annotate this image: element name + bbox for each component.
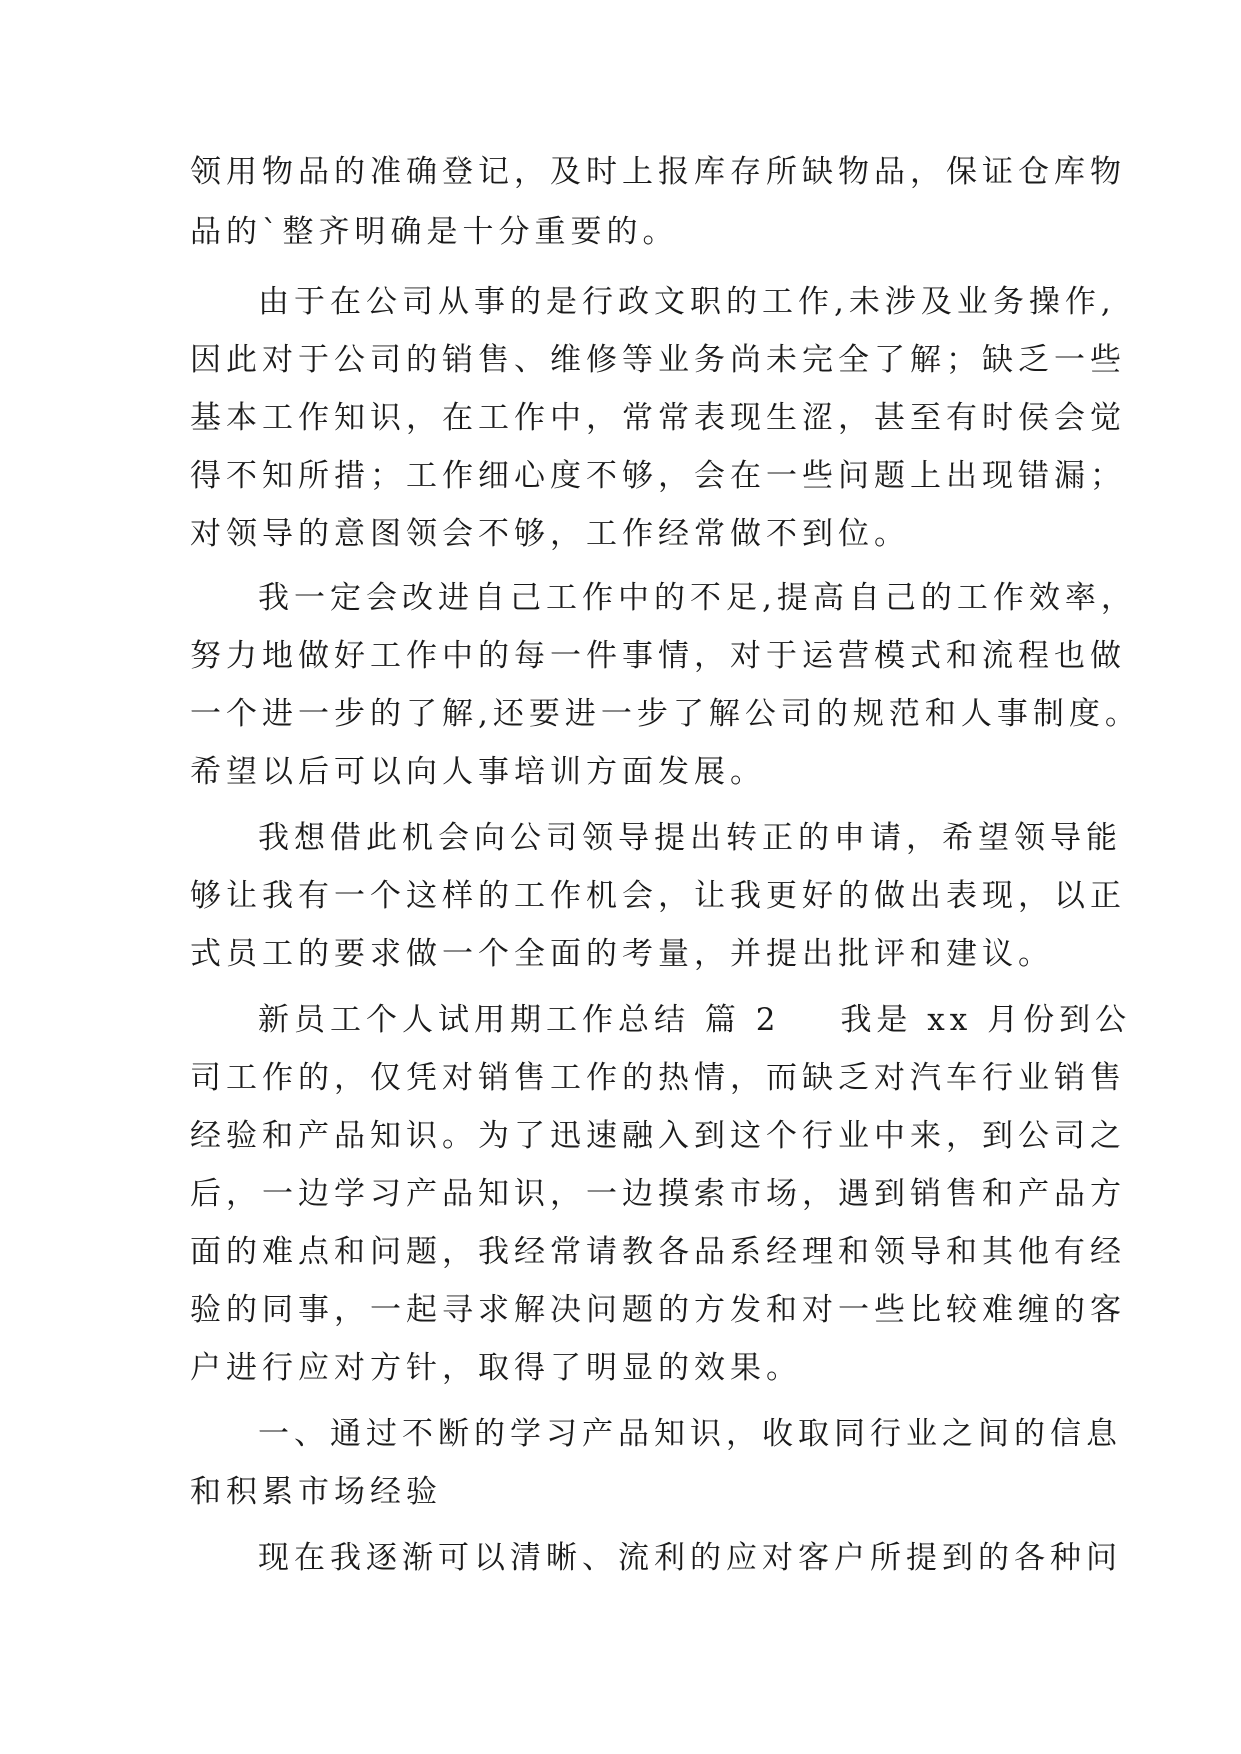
text-segment: 我是 xx 月份到公 [840,1002,1132,1038]
text-line: 希望以后可以向人事培训方面发展。 [190,754,766,790]
text-line: 一、通过不断的学习产品知识，收取同行业之间的信息 [258,1416,1122,1452]
text-line: 后，一边学习产品知识，一边摸索市场，遇到销售和产品方 [190,1176,1126,1212]
text-line: 验的同事，一起寻求解决问题的方发和对一些比较难缠的客 [190,1292,1126,1328]
text-line: 我想借此机会向公司领导提出转正的申请，希望领导能 [258,820,1122,856]
section-title: 新员工个人试用期工作总结 篇 2 [258,1002,781,1038]
text-line: 面的难点和问题，我经常请教各品系经理和领导和其他有经 [190,1234,1126,1270]
text-line: 一个进一步的了解,还要进一步了解公司的规范和人事制度。 [190,696,1141,732]
text-line: 基本工作知识，在工作中，常常表现生涩，甚至有时侯会觉 [190,400,1126,436]
text-line: 因此对于公司的销售、维修等业务尚未完全了解；缺乏一些 [190,342,1126,378]
text-line: 领用物品的准确登记，及时上报库存所缺物品，保证仓库物 [190,154,1126,190]
text-line: 司工作的，仅凭对销售工作的热情，而缺乏对汽车行业销售 [190,1060,1126,1096]
text-line: 我一定会改进自己工作中的不足,提高自己的工作效率， [258,580,1137,616]
section-heading-line [258,1000,1131,1040]
text-line: 努力地做好工作中的每一件事情，对于运营模式和流程也做 [190,638,1126,674]
text-line: 由于在公司从事的是行政文职的工作,未涉及业务操作, [258,284,1116,320]
text-line: 对领导的意图领会不够，工作经常做不到位。 [190,516,910,552]
text-line: 户进行应对方针，取得了明显的效果。 [190,1350,802,1386]
text-line: 品的`整齐明确是十分重要的。 [190,214,679,250]
text-line: 得不知所措；工作细心度不够，会在一些问题上出现错漏； [190,458,1126,494]
text-line: 和积累市场经验 [190,1474,442,1510]
text-line: 现在我逐渐可以清晰、流利的应对客户所提到的各种问 [258,1540,1122,1576]
text-line: 式员工的要求做一个全面的考量，并提出批评和建议。 [190,936,1054,972]
text-line: 够让我有一个这样的工作机会，让我更好的做出表现，以正 [190,878,1126,914]
text-line: 经验和产品知识。为了迅速融入到这个行业中来，到公司之 [190,1118,1126,1154]
